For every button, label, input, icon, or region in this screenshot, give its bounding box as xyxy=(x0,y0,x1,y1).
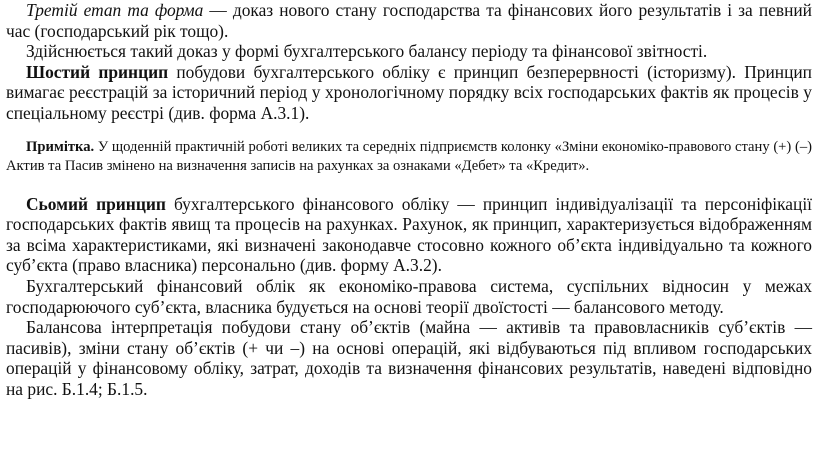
section-gap xyxy=(6,176,812,194)
third-stage-lead: Третій етап та форма xyxy=(26,0,204,20)
paragraph-third-stage xyxy=(6,0,812,41)
seventh-principle-text: бухгалтерського фінансового обліку — принцип індивідуалізації та персоніфікації господарських фактів явищ та процесів на рахунках. Рахунок, як принцип, характеризується відображенням за всіма характеристиками, які визначені законодавче стосовно кожного об’єкта індивідуально та кожного суб’єкта (право власника) персонально (див. форму А.3.2). xyxy=(6,193,812,276)
paragraph-balance-interpretation xyxy=(6,317,812,399)
document-page xyxy=(6,0,812,400)
note-text: У щоденній практичній роботі великих та середніх підприємств колонку «Зміни економіко-правового стану (+) (–) Актив та Пасив змінено на визначення записів на рахунках за ознаками «Дебет» та «Кредит». xyxy=(6,138,812,174)
sixth-principle-lead: Шостий принцип xyxy=(26,61,169,82)
accounting-system-text: Бухгалтерський фінансовий облік як економіко-правова система, суспільних відносин у межах господарюючого суб’єкта, власника будується на основі теорії двоїстості — балансового методу. xyxy=(6,275,812,317)
third-stage-text: — доказ нового стану господарства та фінансових його результатів і за певний час (господарський рік тощо). xyxy=(6,0,812,41)
paragraph-balance-proof xyxy=(6,41,812,62)
seventh-principle-lead: Сьомий принцип xyxy=(26,193,166,214)
paragraph-accounting-system xyxy=(6,276,812,317)
paragraph-seventh-principle xyxy=(6,194,812,276)
sixth-principle-text: побудови бухгалтерського обліку є принцип безперервності (історизму). Принцип вимагає реєстрацій за історичний період у хронологічному порядку всіх господарських фактів як процесів у спеціальному реєстрі (див. форма А.3.1). xyxy=(6,61,812,123)
paragraph-sixth-principle xyxy=(6,62,812,124)
balance-proof-text: Здійснюється такий доказ у формі бухгалтерського балансу періоду та фінансової звітності. xyxy=(26,41,708,62)
note-paragraph xyxy=(6,124,812,176)
note-lead: Примітка. xyxy=(26,138,95,155)
balance-interpretation-text: Балансова інтерпретація побудови стану об’єктів (майна — активів та правовласників суб’єктів — пасивів), зміни стану об’єктів (+ чи –) на основі операцій, які відбуваються під впливом господарських операцій у фінансовому обліку, затрат, доходів та визначення фінансових результатів, наведені відповідно на рис. Б.1.4; Б.1.5. xyxy=(6,317,812,399)
